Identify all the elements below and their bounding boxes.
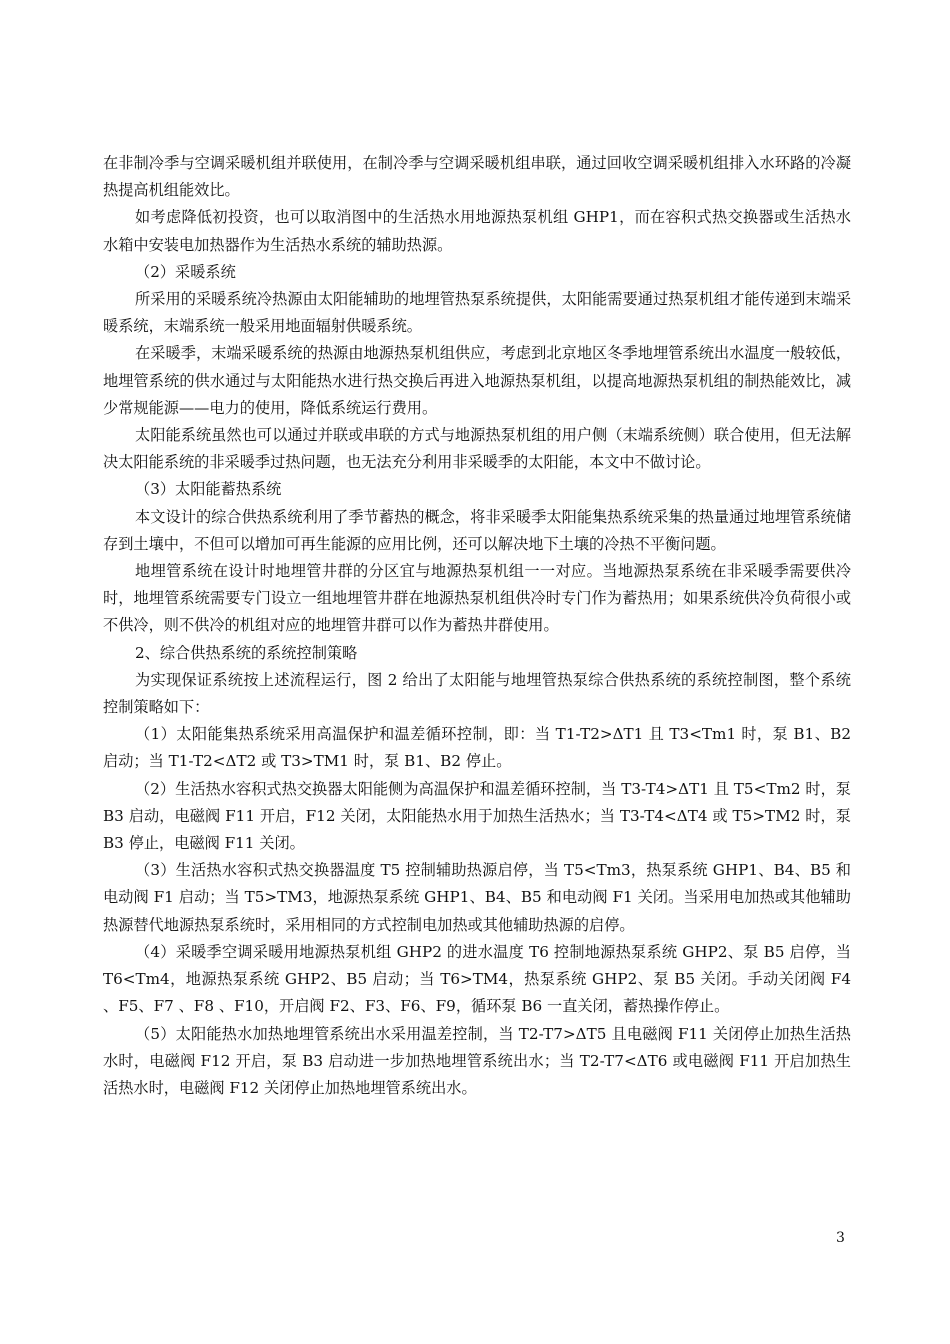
control-rule-3: （3）生活热水容积式热交换器温度 T5 控制辅助热源启停，当 T5<Tm3，热泵系统 GHP1、B4、B5 和电动阀 F1 启动；当 T5>TM3，地源热泵系统 GHP1、B4、B5 和电动阀 F1 关闭。当采用电加热或其他辅助热源替代地源热泵系统时，采用相同的方式控制电加热或其他辅助热源的启停。 [103,861,851,934]
document-body [103,150,851,1102]
paragraph-1: 在非制冷季与空调采暖机组并联使用，在制冷季与空调采暖机组串联，通过回收空调采暖机组排入水环路的冷凝热提高机组能效比。 [103,154,851,200]
paragraph-6: 本文设计的综合供热系统利用了季节蓄热的概念，将非采暖季太阳能集热系统采集的热量通过地埋管系统储存到土壤中，不但可以增加可再生能源的应用比例，还可以解决地下土壤的冷热不平衡问题。 [103,507,851,553]
section-heading-heating-system: （2）采暖系统 [135,262,236,281]
paragraph-4: 在采暖季，末端采暖系统的热源由地源热泵机组供应，考虑到北京地区冬季地埋管系统出水温度一般较低，地埋管系统的供水通过与太阳能热水进行热交换后再进入地源热泵机组，以提高地源热泵机组的制热能效比，减少常规能源——电力的使用，降低系统运行费用。 [103,344,851,417]
paragraph-2: 如考虑降低初投资，也可以取消图中的生活热水用地源热泵机组 GHP1，而在容积式热交换器或生活热水水箱中安装电加热器作为生活热水系统的辅助热源。 [103,208,851,254]
control-rule-5: （5）太阳能热水加热地埋管系统出水采用温差控制，当 T2-T7>ΔT5 且电磁阀 F11 关闭停止加热生活热水时，电磁阀 F12 开启，泵 B3 启动进一步加热地埋管系统出水；当 T2-T7<ΔT6 或电磁阀 F11 开启加热生活热水时，电磁阀 F12 关闭停止加热地埋管系统出水。 [103,1024,851,1097]
section-heading-solar-storage: （3）太阳能蓄热系统 [135,480,282,499]
control-rule-4: （4）采暖季空调采暖用地源热泵机组 GHP2 的进水温度 T6 控制地源热泵系统 GHP2、泵 B5 启停，当 T6<Tm4，地源热泵系统 GHP2、B5 启动；当 T6>TM4，热泵系统 GHP2、泵 B5 关闭。手动关闭阀 F4 、F5、F7 、F8 、F10，开启阀 F2、F3、F6、F9，循环泵 B6 一直关闭，蓄热操作停止。 [103,942,851,1016]
paragraph-7: 地埋管系统在设计时地埋管井群的分区宜与地源热泵机组一一对应。当地源热泵系统在非采暖季需要供冷时，地埋管系统需要专门设立一组地埋管井群在地源热泵机组供冷时专门作为蓄热用；如果系统供冷负荷很小或不供冷，则不供冷的机组对应的地埋管井群可以作为蓄热井群使用。 [103,562,851,635]
control-rule-2: （2）生活热水容积式热交换器太阳能侧为高温保护和温差循环控制，当 T3-T4>ΔT1 且 T5<Tm2 时，泵 B3 启动，电磁阀 F11 开启，F12 关闭，太阳能热水用于加热生活热水；当 T3-T4<ΔT4 或 T5>TM2 时，泵 B3 停止，电磁阀 F11 关闭。 [103,779,851,853]
control-rule-1: （1）太阳能集热系统采用高温保护和温差循环控制，即：当 T1-T2>ΔT1 且 T3<Tm1 时，泵 B1、B2 启动；当 T1-T2<ΔT2 或 T3>TM1 时，泵 B1、B2 停止。 [103,725,851,771]
paragraph-8: 为实现保证系统按上述流程运行，图 2 给出了太阳能与地埋管热泵综合供热系统的系统控制图，整个系统控制策略如下： [103,670,851,717]
page-number: 3 [836,1230,845,1246]
section-heading-control-strategy: 2、综合供热系统的系统控制策略 [135,643,358,662]
paragraph-5: 太阳能系统虽然也可以通过并联或串联的方式与地源热泵机组的用户侧（末端系统侧）联合使用，但无法解决太阳能系统的非采暖季过热问题，也无法充分利用非采暖季的太阳能，本文中不做讨论。 [103,426,851,472]
paragraph-3: 所采用的采暖系统冷热源由太阳能辅助的地埋管热泵系统提供，太阳能需要通过热泵机组才能传递到末端采暖系统，末端系统一般采用地面辐射供暖系统。 [103,290,851,336]
